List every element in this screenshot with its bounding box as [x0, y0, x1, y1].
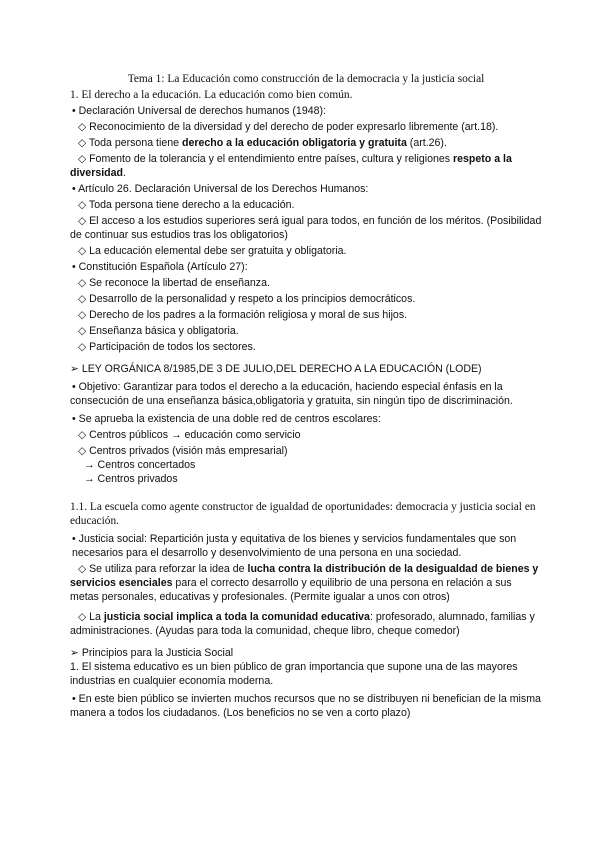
principles-heading: ➢ Principios para la Justicia Social — [70, 647, 234, 659]
udhr-item-3: ◇ Fomento de la tolerancia y el entendimiento entre países, cultura y religiones respeto a la diversidad. — [70, 153, 512, 179]
udhr-item-2: ◇ Toda persona tiene derecho a la educación obligatoria y gratuita (art.26). — [78, 137, 447, 149]
lode-objective: • Objetivo: Garantizar para todos el derecho a la educación, haciendo especial énfasis en la consecución de una enseñanza básica,obligatoria y gratuita, sin ningún tipo de discriminación. — [70, 381, 513, 407]
udhr-heading: • Declaración Universal de derechos humanos (1948): — [72, 105, 326, 117]
principle-1: 1. El sistema educativo es un bien público de gran importancia que supone una de las mayores industrias en cualquier economía moderna. — [70, 661, 518, 687]
ce-item-3: ◇ Derecho de los padres a la formación religiosa y moral de sus hijos. — [78, 309, 408, 321]
lode-private-sub: → Centros privados — [84, 473, 178, 485]
lode-network: • Se aprueba la existencia de una doble red de centros escolares: — [72, 413, 381, 425]
art26-heading: • Artículo 26. Declaración Universal de los Derechos Humanos: — [72, 183, 369, 195]
lode-private-centers: ◇ Centros privados (visión más empresarial) — [78, 445, 288, 457]
ce-heading: • Constitución Española (Artículo 27): — [72, 261, 248, 273]
justice-implies: ◇ La justicia social implica a toda la comunidad educativa: profesorado, alumnado, familias y administraciones. (Ayudas para toda la comunidad, cheque libro, cheque comedor) — [70, 611, 535, 637]
ce-item-4: ◇ Enseñanza básica y obligatoria. — [78, 325, 239, 337]
art26-item-3: ◇ La educación elemental debe ser gratuita y obligatoria. — [78, 245, 347, 257]
lode-heading: ➢ LEY ORGÁNICA 8/1985,DE 3 DE JULIO,DEL DERECHO A LA EDUCACIÓN (LODE) — [70, 363, 482, 375]
justice-used: ◇ Se utiliza para reforzar la idea de lucha contra la distribución de la desigualdad de bienes y servicios esenciales para el correcto desarrollo y equilibrio de una persona en relación a sus metas personales, educativas y profesionales. (Permite igualar a unos con otros) — [70, 563, 539, 603]
lode-concerted-centers: → Centros concertados — [84, 459, 196, 471]
ce-item-5: ◇ Participación de todos los sectores. — [78, 341, 256, 353]
justice-definition: • Justicia social: Repartición justa y equitativa de los bienes y servicios fundamentales que son necesarios para el desarrollo y desenvolvimiento de una persona en una sociedad. — [72, 533, 517, 559]
lode-public-centers: ◇ Centros públicos → educación como servicio — [78, 429, 301, 441]
section-heading-1-1: 1.1. La escuela como agente constructor de igualdad de oportunidades: democracia y justicia social en educación. — [70, 501, 536, 527]
section-heading-1: 1. El derecho a la educación. La educación como bien común. — [70, 89, 353, 101]
ce-item-1: ◇ Se reconoce la libertad de enseñanza. — [78, 277, 270, 289]
ce-item-2: ◇ Desarrollo de la personalidad y respeto a los principios democráticos. — [78, 293, 416, 305]
art26-item-1: ◇ Toda persona tiene derecho a la educación. — [78, 199, 295, 211]
art26-item-2: ◇ El acceso a los estudios superiores será igual para todos, en función de los méritos. (Posibilidad de continuar sus estudios tras los obligatorios) — [70, 215, 542, 241]
udhr-item-1: ◇ Reconocimiento de la diversidad y del derecho de poder expresarlo libremente (art.18). — [78, 121, 499, 133]
document-title: Tema 1: La Educación como construcción de la democracia y la justicia social — [127, 73, 485, 85]
principle-1-bullet: • En este bien público se invierten muchos recursos que no se distribuyen ni benefician de la misma manera a todos los ciudadanos. (Los beneficios no se ven a corto plazo) — [70, 693, 541, 719]
